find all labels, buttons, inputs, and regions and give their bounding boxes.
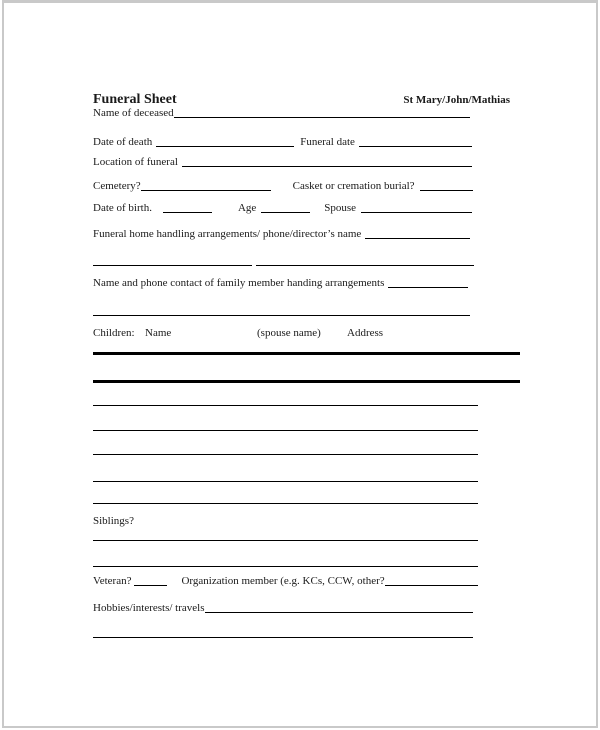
spouse-label: Spouse	[324, 202, 357, 214]
blank-line-children-5	[93, 503, 478, 504]
parish-name: St Mary/John/Mathias	[403, 94, 510, 106]
blank-line-continuation-1	[93, 265, 252, 266]
header-row	[93, 92, 510, 108]
children-address-label: Address	[347, 327, 384, 339]
field-row-location	[93, 156, 472, 169]
veteran-label: Veteran?	[93, 575, 132, 587]
blank-line-siblings-2	[93, 566, 478, 567]
field-row-funeral-home	[93, 228, 470, 241]
siblings-label: Siblings?	[93, 515, 134, 527]
children-label: Children:	[93, 327, 135, 339]
blank-line-location	[182, 166, 472, 167]
field-row-cemetery	[93, 180, 473, 193]
field-row-veteran	[93, 575, 478, 588]
field-row-hobbies	[93, 602, 473, 615]
family-contact-label: Name and phone contact of family member handing arrangements	[93, 277, 385, 289]
blank-line-children-1	[93, 405, 478, 406]
blank-line-organization	[385, 585, 478, 586]
field-row-siblings	[93, 515, 134, 528]
funeral-home-label: Funeral home handling arrangements/ phone/director’s name	[93, 228, 362, 240]
funeral-date-label: Funeral date	[300, 136, 355, 148]
blank-line-continuation-2	[256, 265, 474, 266]
blank-line-children-4	[93, 481, 478, 482]
field-row-family-contact	[93, 277, 468, 290]
children-rule-2	[93, 380, 520, 383]
blank-line-date-of-death	[156, 146, 294, 147]
date-of-death-label: Date of death	[93, 136, 153, 148]
blank-line-funeral-date	[359, 146, 472, 147]
children-spouse-label: (spouse name)	[257, 327, 321, 339]
location-of-funeral-label: Location of funeral	[93, 156, 178, 168]
blank-line-name-of-deceased	[174, 117, 470, 118]
blank-line-bottom	[93, 637, 473, 638]
page-title: Funeral Sheet	[93, 92, 177, 107]
blank-line-casket	[420, 190, 473, 191]
blank-line-spouse	[361, 212, 472, 213]
date-of-birth-label: Date of birth.	[93, 202, 152, 214]
blank-line-family-contact	[388, 287, 468, 288]
blank-line-children-3	[93, 454, 478, 455]
age-label: Age	[237, 202, 257, 214]
blank-line-age	[261, 212, 310, 213]
blank-line-continuation-3	[93, 315, 470, 316]
blank-line-veteran	[134, 585, 167, 586]
blank-line-siblings-1	[93, 540, 478, 541]
children-name-label: Name	[145, 327, 172, 339]
blank-line-children-2	[93, 430, 478, 431]
field-row-birth	[93, 202, 472, 215]
field-row-name-of-deceased	[93, 107, 470, 120]
blank-line-date-of-birth	[163, 212, 212, 213]
hobbies-label: Hobbies/interests/ travels	[93, 602, 205, 614]
blank-line-cemetery	[141, 190, 271, 191]
blank-line-funeral-home	[365, 238, 470, 239]
organization-label: Organization member (e.g. KCs, CCW, other?	[181, 575, 385, 587]
children-rule-1	[93, 352, 520, 355]
cemetery-label: Cemetery?	[93, 180, 141, 192]
field-row-dates	[93, 136, 472, 149]
blank-line-hobbies	[205, 612, 473, 613]
casket-label: Casket or cremation burial?	[292, 180, 415, 192]
name-of-deceased-label: Name of deceased	[93, 107, 174, 119]
